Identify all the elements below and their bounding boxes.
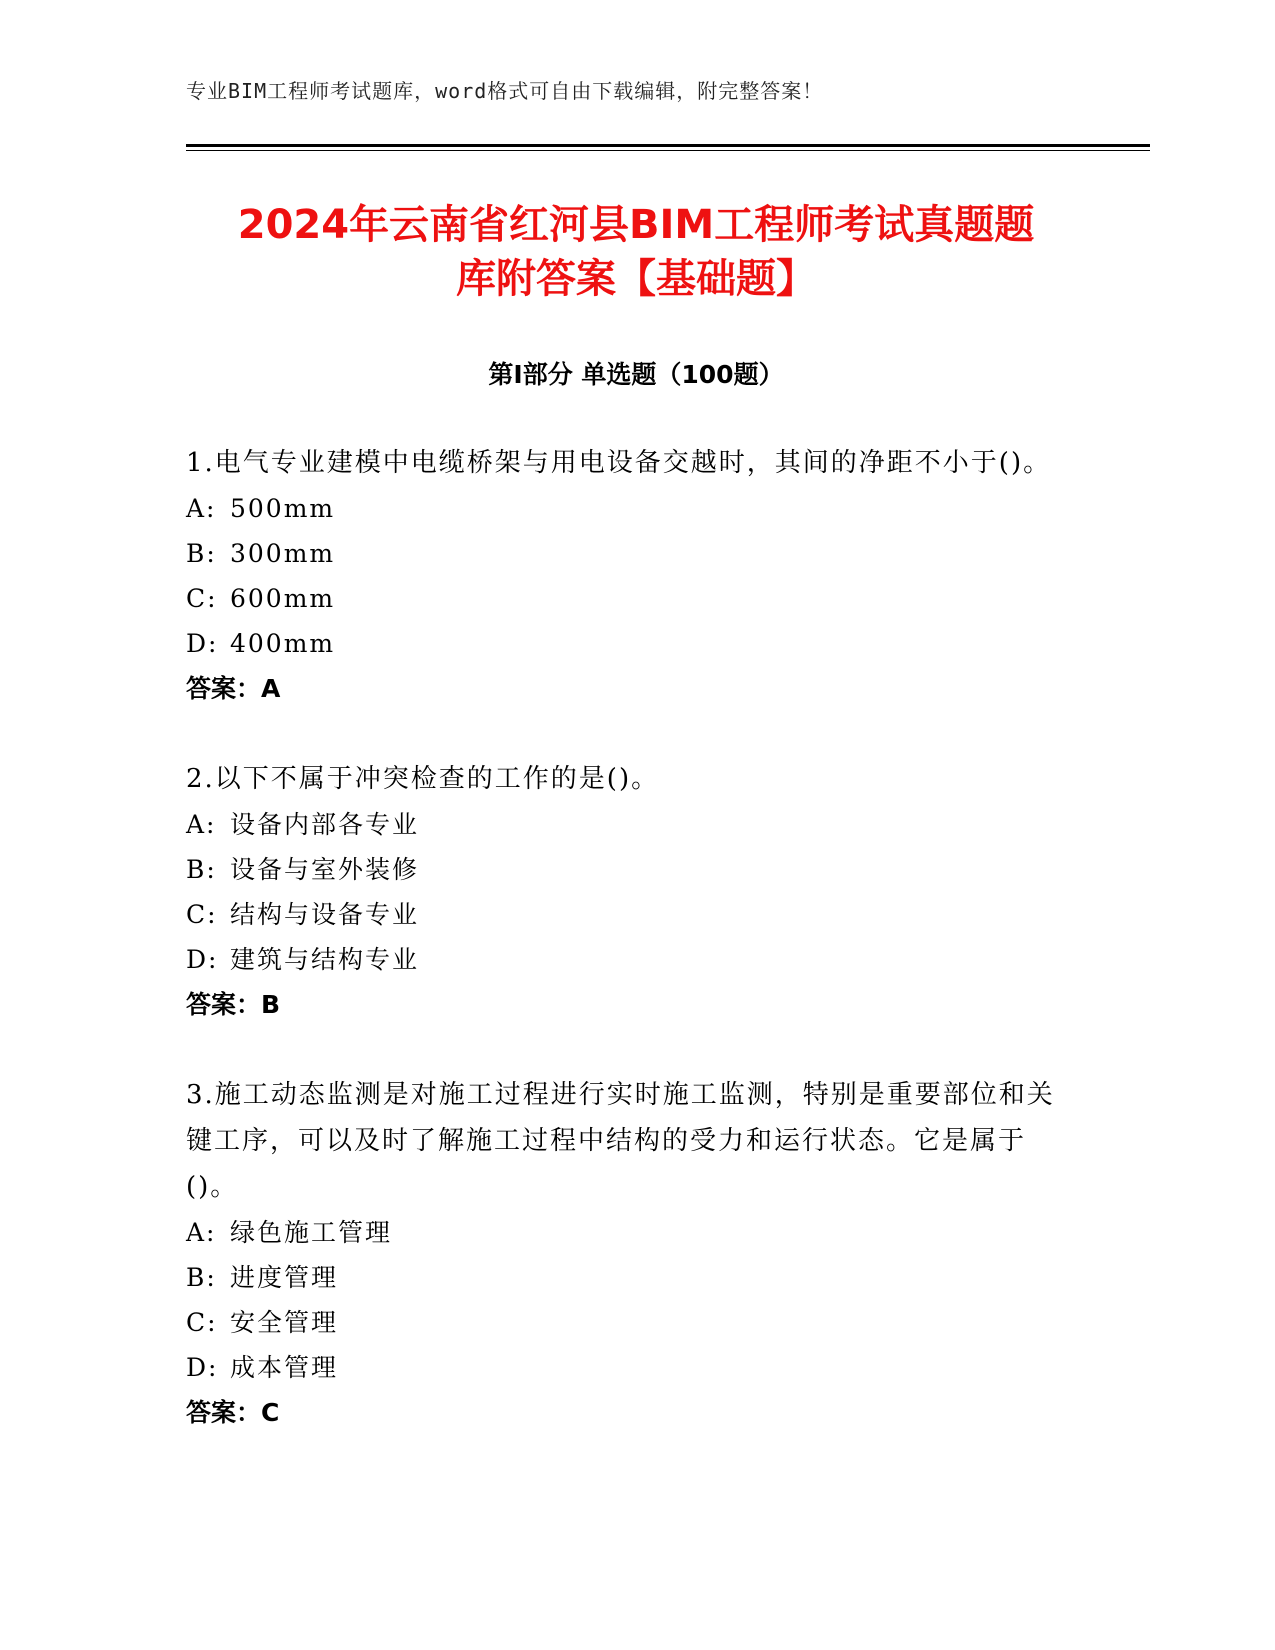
option-d [186, 937, 1066, 982]
header-note: 专业BIM工程师考试题库，word格式可自由下载编辑，附完整答案！ [186, 79, 824, 103]
option-text: 设备与室外装修 [230, 855, 420, 884]
question-list [186, 440, 1066, 1480]
option-b [186, 1255, 1066, 1300]
question-2 [186, 756, 1066, 1028]
option-letter: B: [186, 1263, 217, 1292]
option-a [186, 486, 1066, 531]
option-letter: C: [186, 900, 218, 929]
document-title-line-2: 库附答案【基础题】 [456, 256, 816, 302]
option-d [186, 1345, 1066, 1390]
option-letter: D: [186, 945, 219, 974]
question-stem: 2.以下不属于冲突检查的工作的是()。 [186, 764, 660, 794]
option-b [186, 531, 1066, 576]
option-text: 建筑与结构专业 [230, 945, 420, 974]
header-rule-thick [186, 144, 1150, 147]
question-3 [186, 1072, 1066, 1436]
question-1 [186, 440, 1066, 712]
option-text: 设备内部各专业 [230, 810, 420, 839]
option-letter: A: [186, 1218, 217, 1247]
option-b [186, 847, 1066, 892]
option-c [186, 892, 1066, 937]
option-text: 结构与设备专业 [230, 900, 420, 929]
option-text: 400mm [230, 629, 336, 658]
option-text: 300mm [230, 539, 336, 568]
option-d [186, 621, 1066, 666]
document-title [186, 198, 1086, 306]
answer: 答案：B [186, 990, 281, 1019]
option-c [186, 576, 1066, 621]
question-stem: 3.施工动态监测是对施工过程进行实时施工监测，特别是重要部位和关键工序，可以及时了解施工过程中结构的受力和运行状态。它是属于()。 [186, 1080, 1055, 1202]
option-text: 安全管理 [230, 1308, 339, 1337]
section-title: 第Ⅰ部分 单选题（100题） [488, 360, 784, 389]
option-letter: A: [186, 494, 217, 523]
document-title-line-1: 2024年云南省红河县BIM工程师考试真题题 [237, 202, 1035, 248]
option-letter: C: [186, 1308, 218, 1337]
option-c [186, 1300, 1066, 1345]
option-letter: C: [186, 584, 218, 613]
answer: 答案：C [186, 1398, 280, 1427]
answer: 答案：A [186, 674, 281, 703]
header-rule-thin [186, 150, 1150, 151]
option-text: 600mm [230, 584, 336, 613]
option-letter: B: [186, 855, 217, 884]
question-stem: 1.电气专业建模中电缆桥架与用电设备交越时，其间的净距不小于()。 [186, 448, 1052, 478]
option-letter: A: [186, 810, 217, 839]
option-text: 成本管理 [230, 1353, 339, 1382]
option-text: 500mm [230, 494, 336, 523]
option-letter: D: [186, 1353, 219, 1382]
option-letter: D: [186, 629, 219, 658]
option-text: 绿色施工管理 [230, 1218, 393, 1247]
option-a [186, 802, 1066, 847]
option-text: 进度管理 [230, 1263, 339, 1292]
option-letter: B: [186, 539, 217, 568]
option-a [186, 1210, 1066, 1255]
